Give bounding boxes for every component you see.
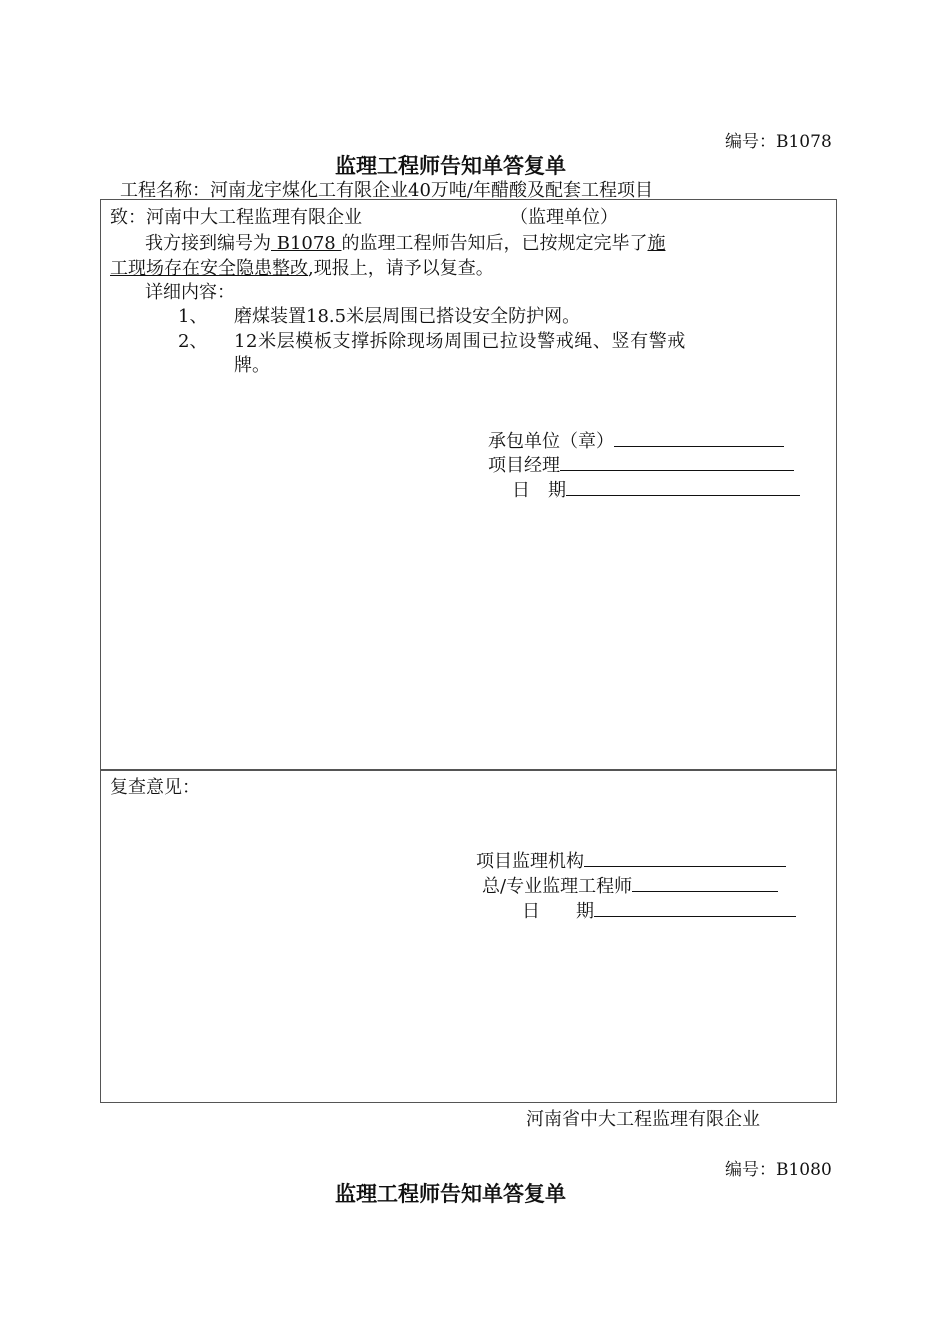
addressee-unit-note: （监理单位）: [510, 207, 618, 228]
document-number: 编号：B1078: [725, 132, 832, 152]
supervision-org-label: 项目监理机构: [476, 851, 584, 872]
reply-text-3: ,现报上，请予以复查。: [308, 258, 494, 279]
document-title: 监理工程师告知单答复单: [335, 1181, 566, 1206]
item-text-cont: 牌。: [234, 355, 270, 376]
date-row: [512, 476, 800, 502]
reply-subject: 工现场存在安全隐患整改: [110, 258, 308, 279]
item-text: 磨煤装置18.5米层周围已搭设安全防护网。: [234, 306, 581, 327]
reply-paragraph: [145, 229, 665, 255]
signature-line: [566, 478, 800, 496]
addressee: 致：河南中大工程监理有限企业: [110, 207, 362, 228]
reply-text-2: 的监理工程师告知后，已按规定完毕了: [341, 233, 648, 254]
date-row: [522, 897, 796, 923]
signature-line: [560, 453, 794, 471]
reply-subject-start: 施: [647, 233, 666, 254]
supervision-org-row: [476, 847, 786, 873]
project-manager-label: 项目经理: [488, 455, 560, 476]
contractor-seal-label: 承包单位（章）: [488, 431, 614, 452]
reference-number: B1078: [271, 233, 342, 254]
signature-line: [584, 849, 786, 867]
item-number: 2、: [178, 331, 208, 352]
date-label: 日 期: [512, 480, 566, 501]
item-text: 12米层模板支撑拆除现场周围已拉设警戒绳、竖有警戒: [234, 331, 686, 352]
chief-engineer-row: [482, 872, 778, 898]
date-label: 日 期: [522, 901, 594, 922]
document-title: 监理工程师告知单答复单: [335, 153, 566, 178]
reply-text-1: 我方接到编号为: [145, 233, 271, 254]
project-manager-row: [488, 451, 794, 477]
signature-line: [632, 874, 778, 892]
contractor-seal-row: [488, 427, 784, 453]
signature-line: [614, 429, 784, 447]
project-name: 工程名称：河南龙宇煤化工有限企业40万吨/年醋酸及配套工程项目: [120, 180, 653, 201]
chief-engineer-label: 总/专业监理工程师: [482, 876, 633, 897]
item-number: 1、: [178, 306, 208, 327]
signature-line: [594, 899, 796, 917]
review-section: [100, 769, 837, 1103]
review-label: 复查意见：: [110, 777, 200, 798]
footer-company: 河南省中大工程监理有限企业: [526, 1109, 760, 1130]
reply-paragraph-cont: [110, 254, 494, 280]
document-number: 编号：B1080: [725, 1160, 832, 1180]
details-label: 详细内容：: [145, 282, 235, 303]
